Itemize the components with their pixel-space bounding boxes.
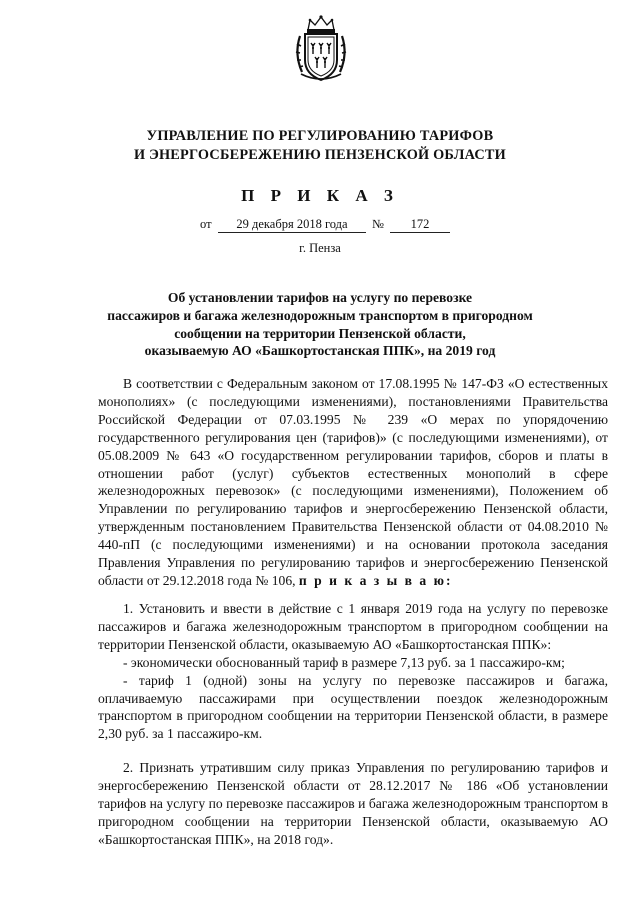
subject-line-4: оказываемую АО «Башкортостанская ППК», на 2019 год <box>144 343 496 359</box>
agency-name-line-1: УПРАВЛЕНИЕ ПО РЕГУЛИРОВАНИЮ ТАРИФОВ <box>146 128 494 144</box>
order-title: П Р И К А З <box>241 186 399 205</box>
subject-line-2: пассажиров и багажа железнодорожным транспортом в пригородном <box>107 307 533 323</box>
number-prefix: № <box>372 217 384 231</box>
item-1-zone-tariff: - тариф 1 (одной) зоны на услугу по перевозке пассажиров и багажа, оплачиваемую пассажирами при осуществлении поездок железнодорожным транспортом в пригородном сообщении на территории Пензенской области, в размере 2,30 руб. за 1 пассажиро-км. <box>98 672 608 742</box>
subject-line-3: сообщении на территории Пензенской области, <box>174 325 466 341</box>
subject-line-1: Об установлении тарифов на услугу по перевозке <box>167 290 473 305</box>
item-2-paragraph: 2. Признать утратившим силу приказ Управления по регулированию тарифов и энергосбережению Пензенской области от 28.12.2017 № 186 «Об установлении тарифов на услугу по перевозке пассажиров и багажа железнодорожным транспортом в пригородном сообщении на территории Пензенской области, оказываемую АО «Башкортостанская ППК», на 2018 год». <box>98 760 608 847</box>
order-date: 29 декабря 2018 года <box>218 217 366 233</box>
city: г. Пенза <box>299 241 341 255</box>
item-1-block <box>98 600 608 743</box>
order-word: п р и к а з ы в а ю: <box>298 572 453 588</box>
date-prefix: от <box>200 217 212 231</box>
item-1-economic-tariff: - экономически обоснованный тариф в размере 7,13 руб. за 1 пассажиро-км; <box>123 654 565 670</box>
item-1-intro: 1. Установить и ввести в действие с 1 января 2019 года на услугу по перевозке пассажиров и багажа железнодорожным транспортом в пригородном сообщении на территории Пензенской области, оказываемую АО «Башкортостанская ППК»: <box>98 601 608 652</box>
agency-name-line-2: И ЭНЕРГОСБЕРЕЖЕНИЮ ПЕНЗЕНСКОЙ ОБЛАСТИ <box>134 147 506 163</box>
preamble-paragraph <box>98 375 608 590</box>
preamble-text: В соответствии с Федеральным законом от 17.08.1995 № 147-ФЗ «О естественных монополиях» (с последующими изменениями), постановлениями Правительства Российской Федерации от 07.03.1995 № 239 «О мерах по упорядочению государственного регулирования цен (тарифов)» (с последующими изменениями), от 05.08.2009 № 643 «О государственном регулировании тарифов, сборов и платы в отношении работ (услуг) субъектов естественных монополий в сфере железнодорожных перевозок» (с последующими изменениями), Положением об Управлении по регулированию тарифов и энергосбережению Пензенской области, утвержденным постановлением Правительства Пензенской области от 04.08.2010 № 440-пП (с последующими изменениями) и на основании протокола заседания Правления Управления по регулированию тарифов и энергосбережению Пензенской области от 29.12.2018 года № 106, <box>98 376 608 588</box>
penza-coat-of-arms-icon <box>291 14 351 84</box>
order-number: 172 <box>390 217 450 233</box>
order-subject <box>90 289 550 360</box>
